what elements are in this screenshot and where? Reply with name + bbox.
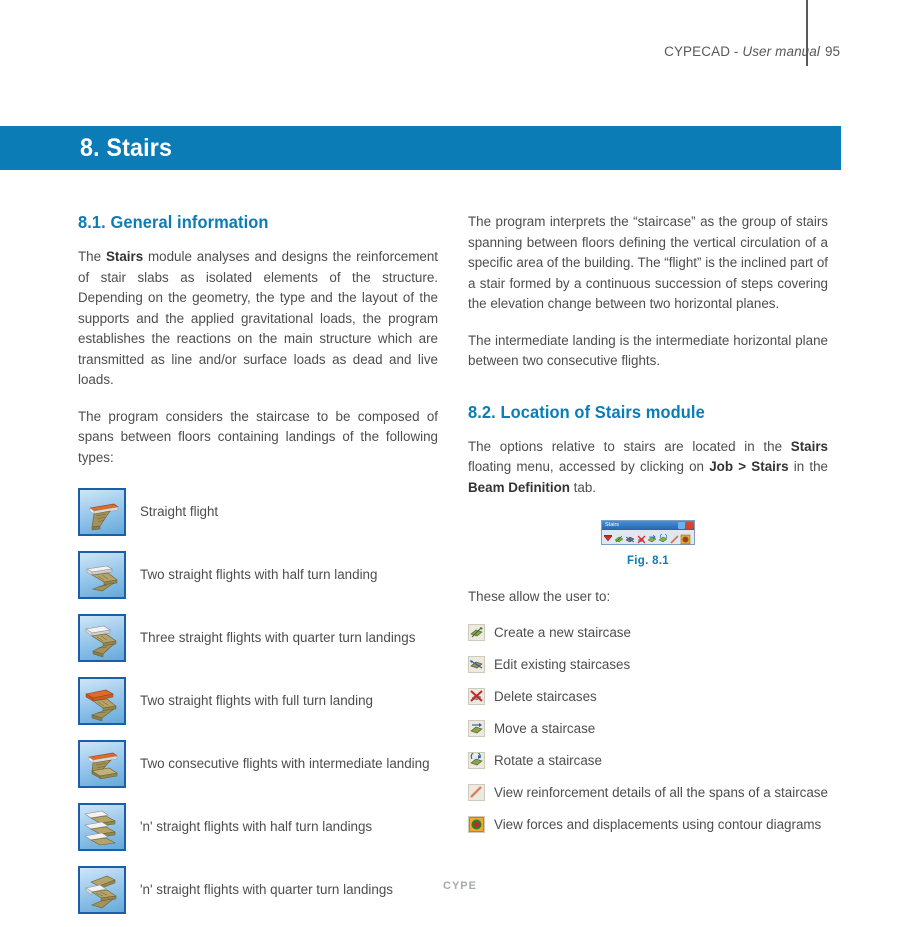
paragraph-general-information bbox=[78, 247, 438, 391]
list-item bbox=[78, 675, 438, 727]
stairs-module-emphasis: Stairs bbox=[105, 249, 144, 264]
job-stairs-path-emphasis: Job > Stairs bbox=[709, 459, 789, 474]
paragraph-staircase-definition: The program interprets the “staircase” as the group of stairs spanning between floors defining the vertical circulation of a specific area of the building. The “flight” is the inclined part of a stair formed by a continuous succession of steps covering the elevation change between two horizontal planes. bbox=[468, 214, 829, 311]
beam-definition-emphasis: Beam Definition bbox=[468, 479, 570, 495]
para3-text-mid2: in the bbox=[788, 459, 828, 474]
list-item bbox=[468, 751, 828, 770]
action-list bbox=[468, 623, 828, 834]
list-item bbox=[78, 612, 438, 664]
list-item-label: 'n' straight flights with quarter turn landings bbox=[140, 882, 393, 897]
edit-staircase-icon[interactable] bbox=[468, 656, 485, 673]
edit-staircase-icon[interactable] bbox=[625, 532, 636, 543]
running-head-subtitle: User manual bbox=[742, 44, 820, 59]
toolbar-window-title: Stairs bbox=[605, 522, 620, 528]
intermediate-landing-icon bbox=[78, 740, 126, 788]
delete-staircase-icon[interactable] bbox=[468, 688, 485, 705]
running-head-manual: CYPECAD - bbox=[664, 44, 743, 59]
paragraph-intermediate-landing: The intermediate landing is the intermediate horizontal plane between two consecutive flights. bbox=[468, 332, 828, 368]
rotate-staircase-icon[interactable] bbox=[468, 752, 485, 769]
para3-text-end: tab. bbox=[569, 479, 596, 495]
full-turn-landing-icon bbox=[78, 677, 126, 725]
toolbar-titlebar bbox=[602, 521, 694, 530]
paragraph-module-location bbox=[468, 437, 828, 499]
list-item-label: Rotate a staircase bbox=[494, 753, 602, 768]
page-footer bbox=[0, 876, 920, 894]
list-item-label: View reinforcement details of all the spans of a staircase bbox=[494, 785, 828, 800]
half-turn-landing-icon bbox=[78, 551, 126, 599]
footer-logo: CYPE bbox=[443, 880, 477, 892]
list-item bbox=[78, 549, 438, 601]
create-staircase-icon[interactable] bbox=[468, 624, 485, 641]
list-item-label: Two straight flights with half turn landing bbox=[140, 567, 378, 582]
figure-caption: Fig. 8.1 bbox=[626, 554, 670, 567]
list-item-label: Two consecutive flights with intermediate landing bbox=[140, 756, 430, 771]
list-item-label: Two straight flights with full turn landing bbox=[140, 693, 373, 708]
list-item bbox=[78, 738, 438, 790]
stairs-menu-emphasis: Stairs bbox=[790, 438, 828, 454]
chapter-title: 8. Stairs bbox=[80, 134, 173, 162]
list-item bbox=[468, 815, 828, 834]
section-heading-8-2: 8.2. Location of Stairs module bbox=[468, 401, 705, 422]
list-item-label: Create a new staircase bbox=[494, 625, 631, 640]
reinforcement-details-icon[interactable] bbox=[669, 532, 680, 543]
list-item bbox=[468, 655, 828, 674]
paragraph-list-intro: These allow the user to: bbox=[468, 588, 611, 604]
paragraph-span-composition: The program considers the staircase to be composed of spans between floors containing landings of the following types: bbox=[78, 408, 438, 465]
move-staircase-icon[interactable] bbox=[468, 720, 485, 737]
figure-8-1 bbox=[468, 520, 828, 567]
toolbar-icon-row bbox=[602, 530, 694, 544]
chapter-banner bbox=[0, 126, 841, 170]
para3-text-mid1: floating menu, accessed by clicking on bbox=[468, 459, 710, 474]
list-item bbox=[468, 719, 828, 738]
running-head-title bbox=[664, 44, 820, 59]
delete-staircase-icon[interactable] bbox=[636, 532, 647, 543]
list-item-label: Move a staircase bbox=[494, 721, 596, 736]
list-item-label: Delete staircases bbox=[494, 689, 597, 704]
list-item-label: 'n' straight flights with half turn landings bbox=[140, 819, 373, 834]
create-staircase-icon[interactable] bbox=[614, 532, 625, 543]
right-column bbox=[468, 212, 828, 847]
straight-flight-icon bbox=[78, 488, 126, 536]
n-half-turn-landings-icon bbox=[78, 803, 126, 851]
list-item bbox=[468, 783, 828, 802]
para1-text-rest: module analyses and designs the reinforcement of stair slabs as isolated elements of the structure. Depending on the geometry, the type and the layout of the supports and the applied gravitational loads, the program establishes the reactions on the main structure which are transmitted as line and/or surface loads as dead and live loads. bbox=[78, 249, 439, 387]
page-header bbox=[0, 0, 920, 66]
stairs-toolbar-window bbox=[601, 520, 695, 545]
list-item bbox=[78, 801, 438, 853]
list-item-label: Three straight flights with quarter turn landings bbox=[140, 630, 416, 645]
move-staircase-icon[interactable] bbox=[647, 532, 658, 543]
rotate-staircase-icon[interactable] bbox=[658, 532, 669, 543]
reinforcement-details-icon[interactable] bbox=[468, 784, 485, 801]
para3-text-start: The options relative to stairs are located in the bbox=[468, 438, 791, 454]
list-item-label: View forces and displacements using contour diagrams bbox=[494, 817, 822, 832]
list-item bbox=[468, 687, 828, 706]
para1-text-start: The bbox=[78, 249, 106, 264]
close-icon[interactable] bbox=[686, 522, 693, 529]
section-heading-8-1: 8.1. General information bbox=[78, 212, 269, 232]
contour-diagrams-icon[interactable] bbox=[468, 816, 485, 833]
list-item-label: Straight flight bbox=[140, 504, 219, 519]
quarter-turn-landings-icon bbox=[78, 614, 126, 662]
minimize-icon[interactable] bbox=[678, 522, 685, 529]
new-staircase-icon[interactable] bbox=[603, 532, 614, 543]
page-number: 95 bbox=[825, 44, 841, 59]
list-item bbox=[468, 623, 828, 642]
contour-diagrams-icon[interactable] bbox=[680, 532, 691, 543]
left-column bbox=[78, 212, 438, 927]
list-item bbox=[78, 486, 438, 538]
list-item-label: Edit existing staircases bbox=[494, 657, 631, 672]
stair-type-list bbox=[78, 486, 438, 916]
